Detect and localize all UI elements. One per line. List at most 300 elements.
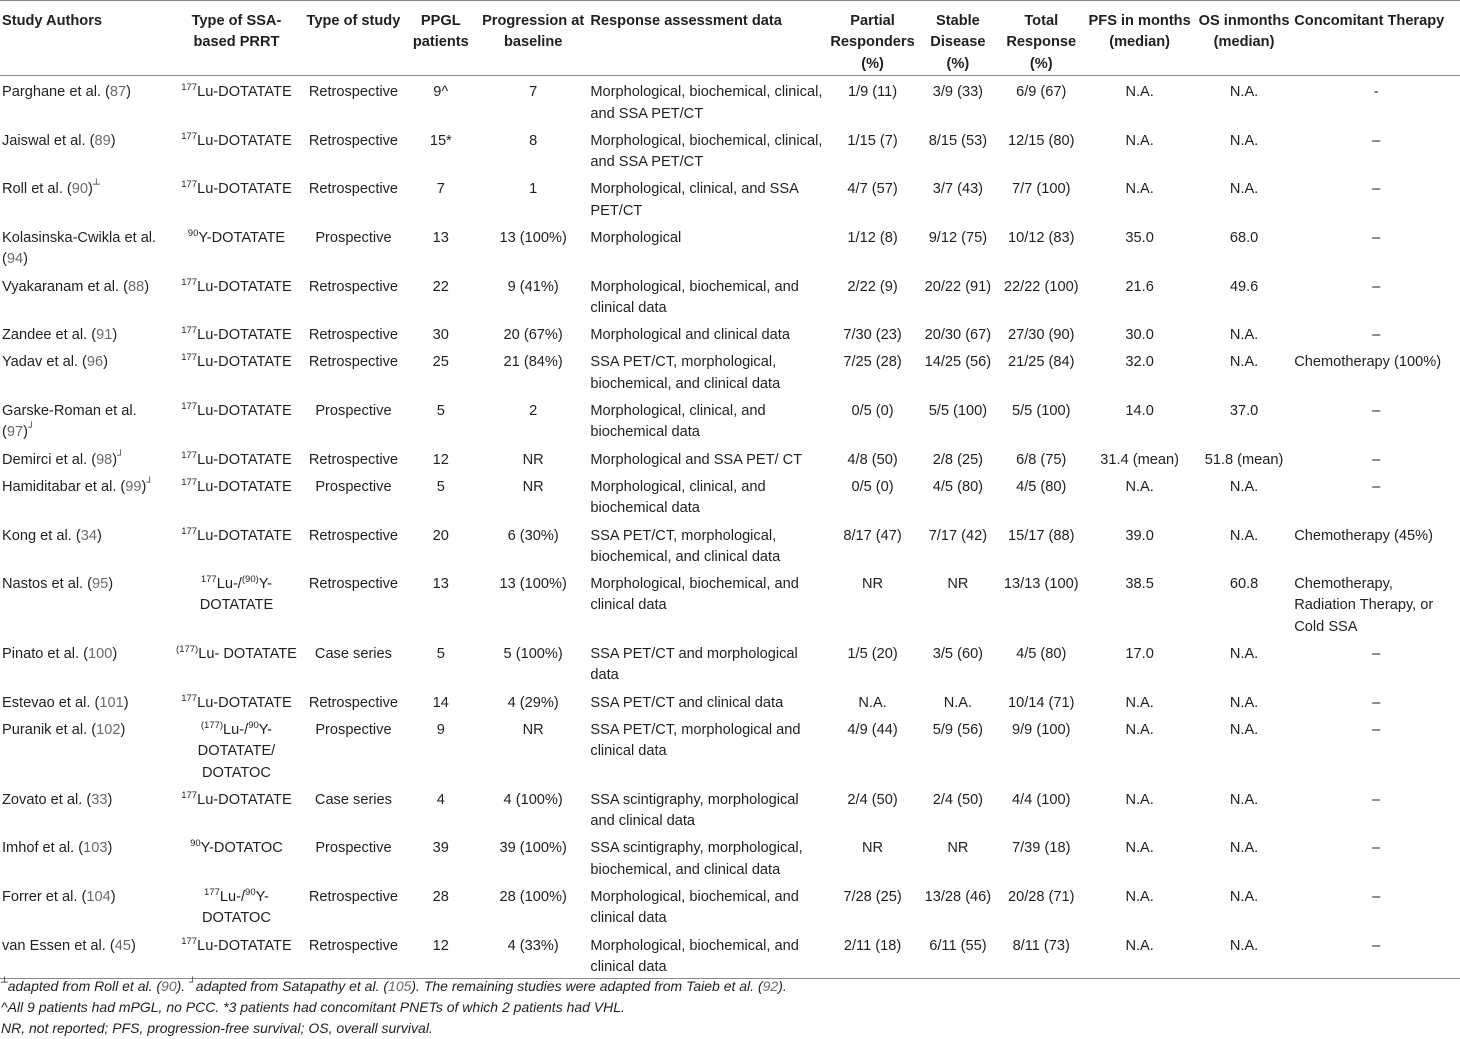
cell-pfs: 30.0 bbox=[1125, 327, 1154, 344]
cell-total-response: 9/9 (100) bbox=[1012, 721, 1071, 738]
cell-os: N.A. bbox=[1229, 889, 1259, 906]
cell-os: 49.6 bbox=[1229, 278, 1259, 295]
reference-link[interactable]: 97 bbox=[6, 424, 24, 441]
cell-ppgl-patients: 5 bbox=[436, 403, 445, 420]
cell-prrt-type bbox=[170, 714, 304, 784]
cell-total-response: 6/8 (75) bbox=[1016, 451, 1067, 468]
cell-stable-disease: 7/17 (42) bbox=[928, 527, 988, 544]
cell-study-type: Prospective bbox=[315, 478, 392, 495]
cell-total-response: 7/39 (18) bbox=[1012, 840, 1071, 857]
author-paren: ) bbox=[110, 132, 116, 149]
cell-total-response: 10/12 (83) bbox=[1007, 230, 1075, 246]
prrt-agent: Lu-DOTATATE bbox=[197, 694, 292, 711]
isotope-mass: 177 bbox=[181, 352, 198, 364]
cell-os: N.A. bbox=[1229, 181, 1259, 198]
reference-link[interactable]: 45 bbox=[114, 937, 131, 954]
author-name: Roll et al. ( bbox=[2, 181, 72, 198]
cell-concomitant-therapy: – bbox=[1372, 230, 1381, 246]
cell-progression: 1 bbox=[529, 181, 538, 198]
cell-study-authors bbox=[0, 520, 170, 569]
cell-ppgl-patients: 13 bbox=[432, 576, 449, 593]
reference-link[interactable]: 90 bbox=[161, 978, 177, 994]
cell-pfs: N.A. bbox=[1125, 889, 1154, 906]
cell-total-response: 10/14 (71) bbox=[1007, 694, 1075, 711]
cell-pfs: 31.4 (mean) bbox=[1100, 451, 1179, 468]
cell-os: 68.0 bbox=[1229, 230, 1259, 246]
cell-pfs: 39.0 bbox=[1125, 527, 1154, 544]
cell-study-authors bbox=[0, 444, 170, 471]
prrt-agent: Y- DOTATATE bbox=[199, 576, 274, 614]
cell-os: N.A. bbox=[1229, 646, 1259, 663]
cell-total-response: 4/4 (100) bbox=[1012, 791, 1071, 808]
reference-link[interactable]: 101 bbox=[99, 694, 124, 711]
cell-prrt-type bbox=[170, 395, 304, 444]
isotope-mass: 177 bbox=[181, 325, 198, 337]
table-row bbox=[0, 638, 1460, 687]
cell-concomitant-therapy: – bbox=[1372, 694, 1381, 711]
cell-concomitant-therapy: – bbox=[1372, 181, 1381, 198]
author-name: Nastos et al. ( bbox=[2, 576, 93, 593]
cell-prrt-type bbox=[170, 444, 304, 471]
cell-study-authors bbox=[0, 125, 170, 174]
footnote-mark: ┴ bbox=[92, 179, 100, 191]
cell-study-type: Retrospective bbox=[308, 889, 399, 906]
reference-link[interactable]: 96 bbox=[86, 354, 104, 371]
isotope-mass: 177 bbox=[181, 789, 198, 801]
isotope-mass: 177 bbox=[200, 574, 217, 586]
cell-pfs: 21.6 bbox=[1125, 278, 1154, 295]
cell-progression: 28 (100%) bbox=[499, 889, 567, 906]
author-paren: ) bbox=[123, 694, 129, 711]
cell-prrt-type bbox=[170, 271, 304, 320]
cell-prrt-type bbox=[170, 568, 304, 638]
cell-progression: 21 (84%) bbox=[503, 354, 563, 371]
reference-link[interactable]: 89 bbox=[94, 132, 111, 149]
cell-prrt-type bbox=[170, 638, 304, 687]
col-header-ppgl-patients: PPGL patients bbox=[404, 1, 478, 76]
isotope-mass: 90 bbox=[248, 719, 259, 731]
cell-partial-responders: 8/17 (47) bbox=[843, 527, 902, 544]
author-name: Garske-Roman et al. ( bbox=[2, 403, 137, 441]
table-row bbox=[0, 687, 1460, 714]
cell-study-authors bbox=[0, 395, 170, 444]
author-name: Pinato et al. ( bbox=[2, 646, 88, 663]
author-paren: ) bbox=[110, 889, 116, 906]
author-paren: ) bbox=[131, 937, 136, 954]
cell-study-type: Retrospective bbox=[308, 576, 399, 593]
cell-response-data: SSA PET/CT and clinical data bbox=[590, 694, 784, 711]
reference-link[interactable]: 99 bbox=[125, 478, 142, 495]
author-name: Vyakaranam et al. ( bbox=[2, 278, 128, 295]
cell-total-response: 12/15 (80) bbox=[1007, 132, 1075, 149]
col-header-total-response: Total Response (%) bbox=[999, 1, 1083, 76]
cell-total-response: 15/17 (88) bbox=[1007, 527, 1075, 544]
cell-concomitant-therapy: – bbox=[1372, 646, 1381, 663]
author-name: Zandee et al. ( bbox=[2, 327, 97, 344]
footnote-text: adapted from Satapathy et al. ( bbox=[195, 978, 389, 994]
author-name: Kolasinska-Cwikla et al. ( bbox=[2, 230, 157, 268]
isotope-mass: 177 bbox=[181, 449, 198, 461]
col-header-concomitant-therapy: Concomitant Therapy bbox=[1292, 1, 1460, 76]
cell-concomitant-therapy: - bbox=[1373, 84, 1379, 101]
cell-concomitant-therapy: – bbox=[1372, 889, 1381, 906]
author-paren: ) bbox=[107, 840, 113, 857]
cell-ppgl-patients: 14 bbox=[432, 694, 449, 711]
prrt-agent: Lu-DOTATATE bbox=[197, 327, 292, 344]
footnote-mark: ┘ bbox=[146, 476, 154, 488]
table-row bbox=[0, 520, 1460, 569]
cell-response-data: Morphological bbox=[590, 230, 682, 246]
cell-prrt-type bbox=[170, 76, 304, 125]
prrt-agent: Lu-DOTATATE bbox=[197, 937, 292, 954]
cell-response-data: Morphological, biochemical, clinical, and SSA PET/CT bbox=[590, 84, 823, 122]
col-header-study-authors: Study Authors bbox=[0, 1, 170, 76]
cell-os: N.A. bbox=[1196, 930, 1292, 979]
cell-progression: 13 (100%) bbox=[499, 230, 567, 246]
cell-study-authors bbox=[0, 687, 170, 714]
cell-response-data: SSA scintigraphy, morphological and clinical data bbox=[590, 791, 799, 830]
cell-concomitant-therapy: Chemotherapy (100%) bbox=[1294, 354, 1442, 371]
author-paren: ) bbox=[120, 721, 126, 738]
prrt-agent: Lu-DOTATATE bbox=[197, 132, 292, 149]
cell-response-data: Morphological and SSA PET/ CT bbox=[590, 451, 803, 468]
reference-link[interactable]: 103 bbox=[83, 840, 108, 857]
table-row bbox=[0, 222, 1460, 271]
cell-partial-responders: 1/15 (7) bbox=[847, 132, 898, 149]
cell-progression: 39 (100%) bbox=[499, 840, 567, 857]
prrt-agent: Y- DOTATOC bbox=[202, 889, 271, 927]
cell-os: 37.0 bbox=[1229, 403, 1259, 420]
isotope-mass: 177 bbox=[204, 887, 220, 899]
cell-prrt-type bbox=[170, 125, 304, 174]
cell-partial-responders: 1/9 (11) bbox=[847, 84, 898, 101]
cell-pfs: 35.0 bbox=[1125, 230, 1154, 246]
cell-progression: 8 bbox=[529, 132, 538, 149]
col-header-partial-responders: Partial Responders (%) bbox=[828, 1, 916, 76]
cell-os: N.A. bbox=[1229, 791, 1259, 808]
prrt-agent: Lu-/ bbox=[219, 889, 246, 906]
cell-response-data: Morphological, biochemical, and clinical data bbox=[588, 930, 828, 979]
cell-stable-disease: 20/30 (67) bbox=[924, 327, 992, 344]
cell-concomitant-therapy: – bbox=[1372, 478, 1381, 495]
cell-stable-disease: 14/25 (56) bbox=[924, 354, 992, 371]
cell-progression: 7 bbox=[529, 84, 538, 101]
cell-study-authors bbox=[0, 319, 170, 346]
cell-study-type: Retrospective bbox=[308, 451, 399, 468]
cell-concomitant-therapy: – bbox=[1372, 403, 1381, 420]
cell-stable-disease: 3/9 (33) bbox=[932, 84, 984, 101]
cell-total-response: 8/11 (73) bbox=[999, 930, 1083, 979]
author-paren: ) bbox=[112, 451, 118, 468]
footnote-text: ). bbox=[176, 978, 190, 994]
reference-link[interactable]: 104 bbox=[86, 889, 111, 906]
cell-prrt-type bbox=[170, 881, 304, 930]
isotope-mass: 90 bbox=[245, 887, 256, 899]
footnote-sources bbox=[1, 976, 1457, 997]
cell-partial-responders: N.A. bbox=[858, 694, 887, 711]
reference-link[interactable]: 34 bbox=[80, 527, 97, 544]
cell-study-authors bbox=[0, 76, 170, 125]
cell-study-authors bbox=[0, 271, 170, 320]
cell-ppgl-patients: 13 bbox=[432, 230, 449, 246]
cell-partial-responders: 7/30 (23) bbox=[843, 327, 902, 344]
author-name: Forrer et al. ( bbox=[2, 889, 87, 906]
cell-stable-disease: NR bbox=[947, 576, 969, 593]
table-row bbox=[0, 173, 1460, 222]
table-row bbox=[0, 76, 1460, 125]
cell-pfs: N.A. bbox=[1125, 478, 1154, 495]
reference-link[interactable]: 92 bbox=[762, 978, 779, 994]
cell-response-data: SSA PET/CT and morphological data bbox=[590, 646, 798, 684]
cell-total-response: 20/28 (71) bbox=[1007, 889, 1075, 906]
cell-total-response: 27/30 (90) bbox=[1007, 327, 1075, 344]
reference-link[interactable]: 105 bbox=[388, 978, 412, 994]
cell-pfs: 38.5 bbox=[1125, 576, 1154, 593]
prrt-agent: Lu-DOTATATE bbox=[197, 527, 292, 544]
cell-os: N.A. bbox=[1229, 354, 1259, 371]
cell-ppgl-patients: 28 bbox=[432, 889, 449, 906]
author-paren: ) bbox=[141, 478, 147, 495]
prrt-agent: Lu-DOTATATE bbox=[197, 354, 292, 371]
author-name: Jaiswal et al. ( bbox=[2, 132, 95, 149]
cell-os: N.A. bbox=[1229, 132, 1259, 149]
author-paren: ) bbox=[23, 424, 28, 441]
cell-ppgl-patients: 30 bbox=[432, 327, 449, 344]
cell-study-type: Retrospective bbox=[308, 527, 399, 544]
cell-response-data: Morphological and clinical data bbox=[590, 327, 790, 344]
isotope-mass: 177 bbox=[181, 476, 198, 488]
cell-concomitant-therapy: – bbox=[1372, 278, 1381, 295]
table-row bbox=[0, 271, 1460, 320]
cell-progression: 6 (30%) bbox=[507, 527, 559, 544]
prrt-agent: Lu-DOTATATE bbox=[197, 181, 292, 198]
cell-concomitant-therapy: – bbox=[1372, 327, 1381, 344]
cell-study-authors bbox=[0, 471, 170, 520]
cell-response-data: Morphological, biochemical, and clinical data bbox=[590, 889, 799, 927]
cell-concomitant-therapy: Chemotherapy (45%) bbox=[1294, 527, 1433, 544]
cell-stable-disease: 6/11 (55) bbox=[917, 930, 999, 979]
cell-total-response: 21/25 (84) bbox=[1007, 354, 1075, 371]
prrt-agent: Y-DOTATOC bbox=[200, 840, 283, 857]
reference-link[interactable]: 98 bbox=[96, 451, 113, 468]
cell-stable-disease: 2/4 (50) bbox=[932, 791, 984, 808]
cell-study-type: Retrospective bbox=[303, 930, 403, 979]
cell-total-response: 7/7 (100) bbox=[1012, 181, 1071, 198]
prrt-agent: Lu-DOTATATE bbox=[197, 403, 292, 420]
cell-study-authors bbox=[0, 173, 170, 222]
prrt-agent: Y- DOTATATE/ DOTATOC bbox=[197, 721, 276, 781]
cell-stable-disease: 4/5 (80) bbox=[932, 478, 984, 495]
cell-progression: NR bbox=[522, 451, 544, 468]
author-paren: ) bbox=[87, 181, 93, 198]
footnote-mark: ┘ bbox=[117, 449, 124, 461]
cell-study-authors bbox=[0, 638, 170, 687]
reference-link[interactable]: 95 bbox=[92, 576, 109, 593]
cell-stable-disease: 8/15 (53) bbox=[928, 132, 988, 149]
cell-progression: 13 (100%) bbox=[499, 576, 567, 593]
cell-response-data: Morphological, biochemical, clinical, and SSA PET/CT bbox=[590, 132, 823, 171]
prrt-agent: Lu-DOTATATE bbox=[197, 478, 292, 495]
reference-link[interactable]: 33 bbox=[91, 791, 108, 808]
footnote-mark: ┴ bbox=[1, 977, 8, 988]
header-row bbox=[0, 1, 1460, 76]
cell-study-type: Prospective bbox=[315, 230, 392, 246]
cell-prrt-type bbox=[170, 930, 304, 979]
cell-progression: 20 (67%) bbox=[503, 327, 563, 344]
reference-link[interactable]: 87 bbox=[109, 84, 127, 101]
col-header-pfs: PFS in months (median) bbox=[1083, 1, 1195, 76]
cell-study-authors bbox=[0, 714, 170, 784]
table-footnotes bbox=[1, 976, 1457, 1039]
author-name: Estevao et al. ( bbox=[2, 694, 100, 711]
cell-partial-responders: 1/5 (20) bbox=[847, 646, 898, 663]
cell-stable-disease: NR bbox=[947, 840, 969, 857]
cell-pfs: 14.0 bbox=[1125, 403, 1154, 420]
reference-link[interactable]: 90 bbox=[71, 181, 88, 198]
cell-prrt-type bbox=[170, 222, 304, 271]
reference-link[interactable]: 100 bbox=[88, 646, 113, 663]
cell-stable-disease: 2/8 (25) bbox=[932, 451, 984, 468]
cell-partial-responders: 7/28 (25) bbox=[843, 889, 902, 906]
cell-study-type: Retrospective bbox=[308, 354, 399, 371]
cell-pfs: N.A. bbox=[1125, 840, 1154, 857]
cell-study-authors bbox=[0, 346, 170, 395]
cell-stable-disease: 9/12 (75) bbox=[928, 230, 988, 246]
cell-pfs: N.A. bbox=[1125, 181, 1154, 198]
cell-os: N.A. bbox=[1229, 527, 1259, 544]
author-name: Parghane et al. ( bbox=[2, 84, 110, 101]
isotope-mass: 90 bbox=[190, 838, 201, 850]
author-paren: ) bbox=[108, 576, 114, 593]
cell-pfs: N.A. bbox=[1125, 132, 1154, 149]
cell-total-response: 22/22 (100) bbox=[1003, 278, 1079, 295]
table-row bbox=[0, 568, 1460, 638]
isotope-mass: 177 bbox=[181, 82, 198, 94]
footnote-mark: ┘ bbox=[189, 977, 196, 988]
isotope-mass: (177) bbox=[176, 644, 199, 656]
cell-ppgl-patients: 22 bbox=[432, 278, 449, 295]
table-row bbox=[0, 784, 1460, 833]
cell-study-type: Prospective bbox=[315, 840, 392, 857]
isotope-mass: (90) bbox=[241, 574, 259, 586]
author-name: Hamiditabar et al. ( bbox=[2, 478, 126, 495]
cell-study-authors bbox=[0, 784, 170, 833]
reference-link[interactable]: 94 bbox=[6, 251, 24, 268]
cell-partial-responders: NR bbox=[862, 840, 884, 857]
author-paren: ) bbox=[103, 354, 109, 371]
reference-link[interactable]: 88 bbox=[128, 278, 145, 295]
cell-ppgl-patients: 20 bbox=[432, 527, 449, 544]
cell-prrt-type bbox=[170, 319, 304, 346]
cell-study-type: Retrospective bbox=[308, 327, 399, 344]
cell-progression: 5 (100%) bbox=[503, 646, 563, 663]
reference-link[interactable]: 102 bbox=[96, 721, 121, 738]
col-header-progression: Progression at baseline bbox=[478, 1, 588, 76]
prrt-agent: Lu-DOTATATE bbox=[197, 84, 292, 101]
table-row bbox=[0, 395, 1460, 444]
cell-stable-disease: 3/7 (43) bbox=[932, 181, 984, 198]
cell-prrt-type bbox=[170, 784, 304, 833]
table-row bbox=[0, 930, 1460, 979]
cell-stable-disease: 5/9 (56) bbox=[932, 721, 984, 738]
cell-study-type: Retrospective bbox=[308, 694, 399, 711]
cell-os: N.A. bbox=[1229, 84, 1259, 101]
cell-pfs: N.A. bbox=[1125, 694, 1154, 711]
author-paren: ) bbox=[96, 527, 102, 544]
table-body bbox=[0, 76, 1460, 979]
cell-study-authors bbox=[0, 832, 170, 881]
table-row bbox=[0, 714, 1460, 784]
cell-concomitant-therapy: – bbox=[1372, 721, 1381, 738]
cell-study-type: Retrospective bbox=[308, 181, 399, 198]
footnote-mark: ┘ bbox=[27, 422, 35, 434]
cell-progression: NR bbox=[522, 478, 544, 495]
col-header-prrt-type: Type of SSA-based PRRT bbox=[170, 1, 304, 76]
cell-concomitant-therapy: – bbox=[1372, 791, 1381, 808]
cell-study-type: Retrospective bbox=[308, 84, 399, 101]
prrt-agent: Lu- DOTATATE bbox=[198, 646, 297, 663]
cell-ppgl-patients: 5 bbox=[436, 478, 445, 495]
cell-ppgl-patients: 9 bbox=[436, 721, 445, 738]
prrt-agent: Lu-DOTATATE bbox=[197, 451, 292, 468]
cell-partial-responders: 4/9 (44) bbox=[847, 721, 898, 738]
cell-study-type: Retrospective bbox=[308, 132, 399, 149]
table-row bbox=[0, 346, 1460, 395]
cell-ppgl-patients: 39 bbox=[432, 840, 449, 857]
isotope-mass: 177 bbox=[181, 276, 198, 288]
reference-link[interactable]: 91 bbox=[96, 327, 113, 344]
cell-concomitant-therapy: – bbox=[1372, 840, 1381, 857]
cell-partial-responders: 2/11 (18) bbox=[828, 930, 916, 979]
cell-partial-responders: 2/22 (9) bbox=[847, 278, 898, 295]
author-name: Demirci et al. ( bbox=[2, 451, 97, 468]
cell-ppgl-patients: 25 bbox=[432, 354, 449, 371]
prrt-agent: Lu-DOTATATE bbox=[197, 278, 292, 295]
isotope-mass: 177 bbox=[181, 935, 198, 947]
prrt-agent: Y-DOTATATE bbox=[198, 230, 286, 246]
isotope-mass: 177 bbox=[181, 401, 198, 413]
cell-response-data: Morphological, clinical, and biochemical data bbox=[590, 403, 766, 441]
author-name: Imhof et al. ( bbox=[2, 840, 84, 857]
cell-ppgl-patients: 12 bbox=[432, 451, 449, 468]
cell-response-data: Morphological, clinical, and SSA PET/CT bbox=[590, 181, 799, 219]
cell-response-data: Morphological, clinical, and biochemical data bbox=[590, 478, 766, 517]
footnote-abbreviations: NR, not reported; PFS, progression-free survival; OS, overall survival. bbox=[1, 1020, 433, 1036]
cell-partial-responders: 2/4 (50) bbox=[847, 791, 898, 808]
cell-prrt-type bbox=[170, 346, 304, 395]
cell-total-response: 6/9 (67) bbox=[1016, 84, 1067, 101]
col-header-study-type: Type of study bbox=[303, 1, 403, 76]
author-name: Puranik et al. ( bbox=[2, 721, 97, 738]
author-paren: ) bbox=[144, 278, 150, 295]
author-paren: ) bbox=[112, 646, 118, 663]
author-paren: ) bbox=[112, 327, 118, 344]
cell-os: N.A. bbox=[1229, 840, 1259, 857]
cell-study-type: Prospective bbox=[315, 403, 392, 420]
table-row bbox=[0, 319, 1460, 346]
author-paren: ) bbox=[126, 84, 132, 101]
cell-partial-responders: 1/12 (8) bbox=[847, 230, 898, 246]
cell-study-authors bbox=[0, 930, 170, 979]
cell-ppgl-patients: 4 bbox=[436, 791, 445, 808]
cell-study-type: Prospective bbox=[315, 721, 392, 738]
cell-os: N.A. bbox=[1229, 327, 1259, 344]
cell-ppgl-patients: 7 bbox=[436, 181, 445, 198]
cell-partial-responders: NR bbox=[862, 576, 884, 593]
cell-total-response: 4/5 (80) bbox=[1016, 646, 1067, 663]
isotope-mass: 177 bbox=[181, 130, 198, 142]
table-row bbox=[0, 125, 1460, 174]
